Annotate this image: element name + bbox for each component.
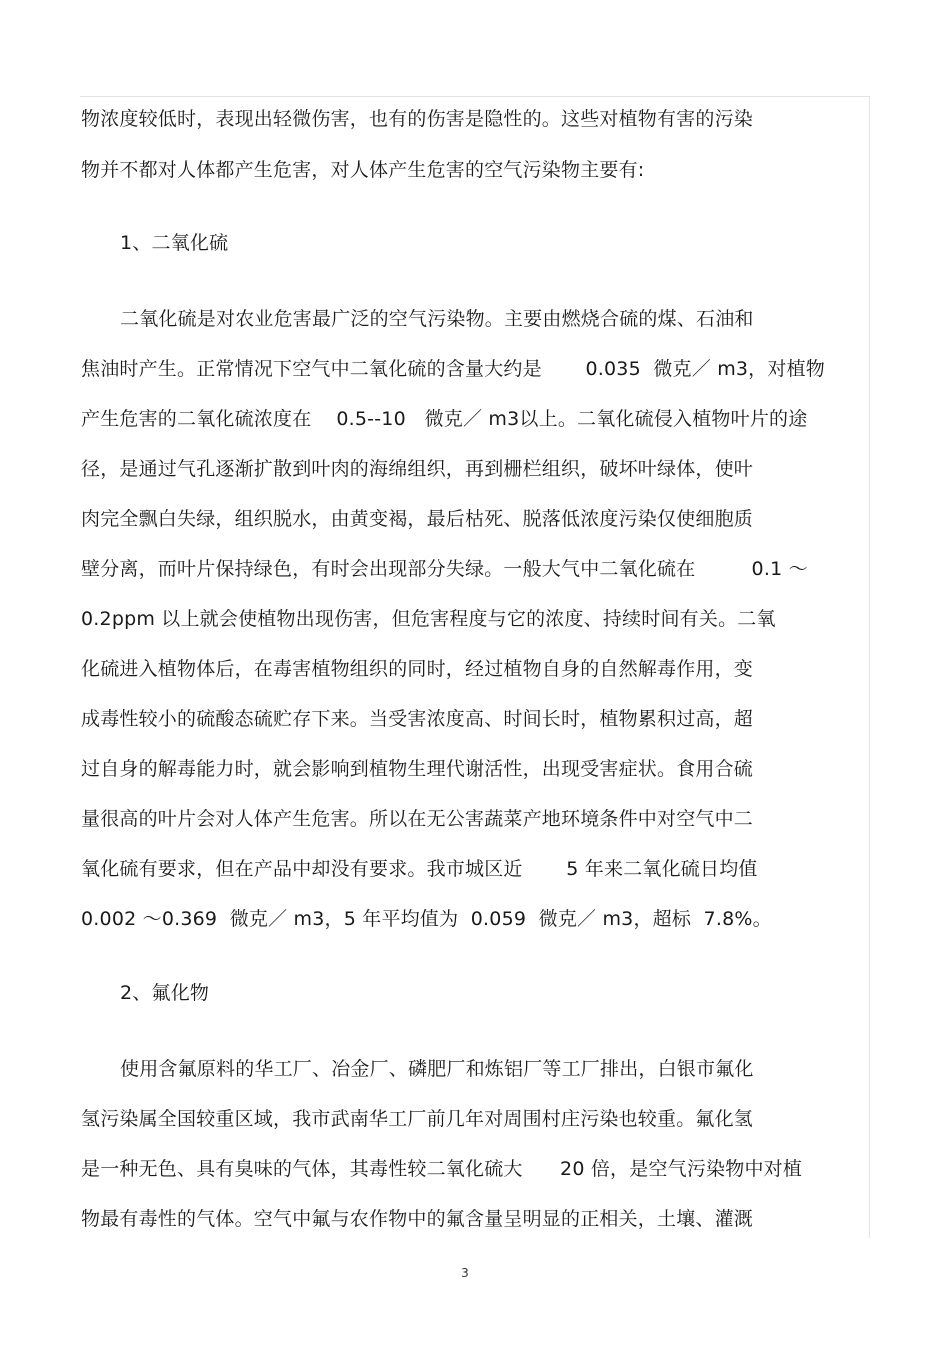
text-line: 焦油时产生。正常情况下空气中二氧化硫的含量大约是 0.035 微克／ m3，对植物 xyxy=(81,358,825,380)
text-line: 壁分离，而叶片保持绿色，有时会出现部分失绿。一般大气中二氧化硫在 0.1 ～ xyxy=(81,558,808,580)
page-border-top xyxy=(80,96,870,97)
text-line: 产生危害的二氧化硫浓度在 0.5--10 微克／ m3以上。二氧化硫侵入植物叶片的途 xyxy=(81,408,808,430)
text-line: 物最有毒性的气体。空气中氟与农作物中的氟含量呈明显的正相关，土壤、灌溉 xyxy=(81,1208,754,1230)
text-line: 径，是通过气孔逐渐扩散到叶肉的海绵组织，再到栅栏组织，破坏叶绿体，使叶 xyxy=(81,458,754,480)
text-line: 氢污染属全国较重区域，我市武南华工厂前几年对周围村庄污染也较重。氟化氢 xyxy=(81,1108,754,1130)
text-line: 0.2ppm 以上就会使植物出现伤害，但危害程度与它的浓度、持续时间有关。二氧 xyxy=(81,608,776,630)
text-line: 化硫进入植物体后，在毒害植物组织的同时，经过植物自身的自然解毒作用，变 xyxy=(81,658,754,680)
text-line: 0.002 ～0.369 微克／ m3，5 年平均值为 0.059 微克／ m3，超标 7.8%。 xyxy=(81,908,772,930)
section-heading-sulfur-dioxide: 1、二氧化硫 xyxy=(120,232,229,254)
page-border-right xyxy=(869,96,870,1238)
text-line: 过自身的解毒能力时，就会影响到植物生理代谢活性，出现受害症状。食用合硫 xyxy=(81,758,754,780)
text-line: 量很高的叶片会对人体产生危害。所以在无公害蔬菜产地环境条件中对空气中二 xyxy=(81,808,754,830)
page-number: 3 xyxy=(461,1266,469,1280)
section-heading-fluoride: 2、氟化物 xyxy=(120,982,210,1004)
paragraph-first-line: 使用含氟原料的华工厂、冶金厂、磷肥厂和炼铝厂等工厂排出，白银市氟化 xyxy=(120,1058,754,1080)
text-line: 氧化硫有要求，但在产品中却没有要求。我市城区近 5 年来二氧化硫日均值 xyxy=(81,858,758,880)
text-line: 物浓度较低时，表现出轻微伤害，也有的伤害是隐性的。这些对植物有害的污染 xyxy=(81,108,754,130)
text-line: 肉完全飘白失绿，组织脱水，由黄变褐，最后枯死、脱落低浓度污染仅使细胞质 xyxy=(81,508,754,530)
text-line: 成毒性较小的硫酸态硫贮存下来。当受害浓度高、时间长时，植物累积过高，超 xyxy=(81,708,754,730)
text-line: 是一种无色、具有臭味的气体，其毒性较二氧化硫大 20 倍，是空气污染物中对植 xyxy=(81,1158,803,1180)
paragraph-first-line: 二氧化硫是对农业危害最广泛的空气污染物。主要由燃烧合硫的煤、石油和 xyxy=(120,308,754,330)
text-line: 物并不都对人体都产生危害，对人体产生危害的空气污染物主要有: xyxy=(81,159,645,181)
